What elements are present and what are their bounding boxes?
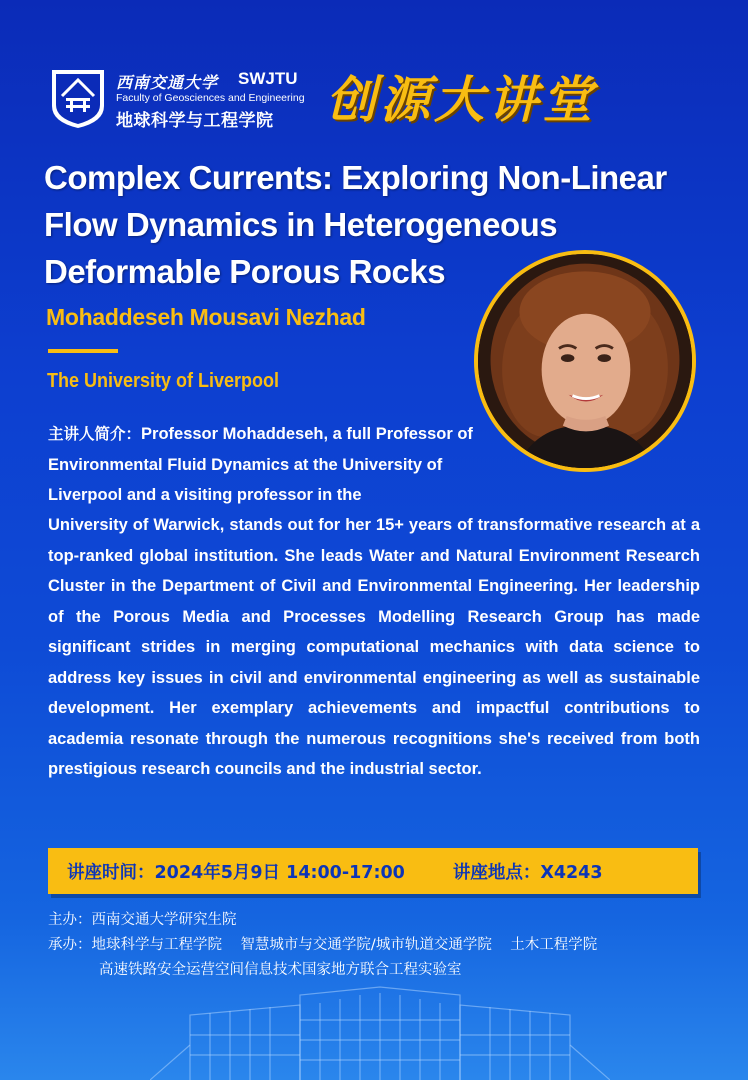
event-info-bar	[48, 848, 698, 894]
campus-building-icon	[150, 985, 610, 1080]
lecture-series-title: 创源大讲堂	[326, 70, 596, 129]
speaker-name: Mohaddeseh Mousavi Nezhad	[46, 304, 366, 330]
bio-label: 主讲人简介：	[48, 425, 142, 443]
university-abbreviation: SWJTU	[238, 69, 298, 88]
talk-title-line: Complex Currents: Exploring Non-Linear	[44, 159, 667, 196]
speaker-bio-intro	[48, 419, 518, 511]
accent-divider	[48, 349, 118, 353]
speaker-affiliation: The University of Liverpool	[47, 370, 280, 392]
co-host-lab: 高速铁路安全运营空间信息技术国家地方联合工程实验室	[99, 962, 462, 978]
talk-title-line: Flow Dynamics in Heterogeneous	[44, 206, 558, 243]
host-organizer: 主办：西南交通大学研究生院	[48, 912, 237, 928]
university-name: 西南交通大学	[116, 73, 219, 92]
university-emblem-icon	[48, 66, 108, 130]
speaker-bio-body: University of Warwick, stands out for her 15+ years of transformative research at a top-ranked global institution. She leads Water and Natural Environment Research Cluster in the Department of Civil and Environmental Engineering. Her leadership of the Porous Media and Processes Modelling Research Group has made significant strides in merging computational mechanics with data science to address key issues in civil and environmental engineering as well as sustainable development. Her exemplary achievements and impactful contributions to academia resonate through the numerous recognitions she's received from both prestigious research councils and the industrial sector.	[48, 516, 700, 778]
talk-title-line: Deformable Porous Rocks	[44, 253, 446, 290]
event-location: 讲座地点：X4243	[452, 862, 603, 883]
faculty-name-cn: 地球科学与工程学院	[116, 111, 274, 131]
bio-intro-text: Professor Mohaddeseh, a full Professor of Environmental Fluid Dynamics at the University of Liverpool and a visiting professor in the	[48, 425, 473, 504]
co-host-organizers: 承办：地球科学与工程学院 智慧城市与交通学院/城市轨道交通学院 土木工程学院	[48, 937, 598, 953]
event-time: 讲座时间：2024年5月9日 14:00-17:00	[67, 862, 405, 883]
faculty-name-en: Faculty of Geosciences and Engineering	[116, 92, 305, 104]
